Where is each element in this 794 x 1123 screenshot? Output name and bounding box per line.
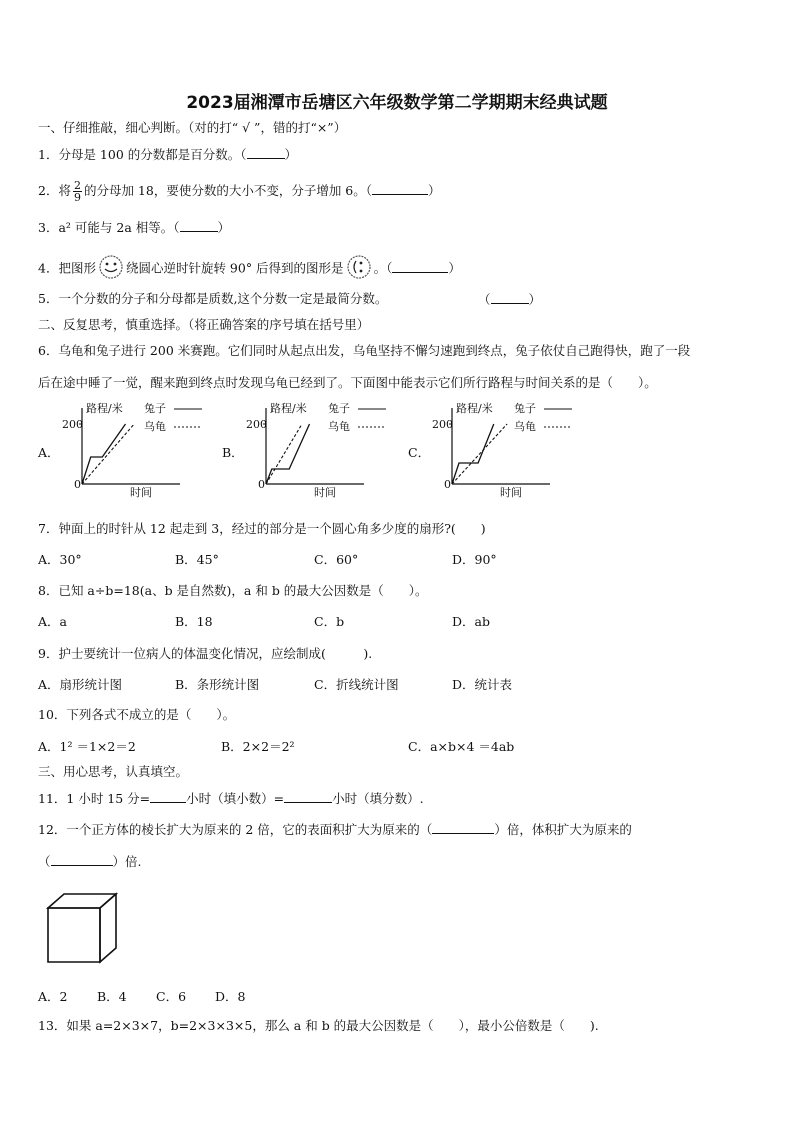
graph-option-c[interactable]: C． [408,445,431,460]
legend-turtle: 乌龟 [144,420,166,433]
question-3: 3．a² 可能与 2a 相等。（ ） [38,220,231,235]
y-axis-label: 路程/米 [456,402,493,415]
y-tick-200: 200 [62,418,83,431]
origin-label: 0 [258,478,265,491]
cube-figure [44,890,124,972]
option-a[interactable]: A．扇形统计图 [38,677,123,692]
question-11: 11．1 小时 15 分= 小时（填小数）= 小时（填分数）. [38,791,424,806]
option-c[interactable]: C．b [314,614,345,629]
legend-turtle: 乌龟 [514,420,536,433]
answer-blank-decimal[interactable] [150,790,186,803]
answer-blank[interactable] [491,291,529,304]
option-c[interactable]: C．6 [156,989,187,1004]
option-c[interactable]: C．a×b×4 ＝4ab [408,739,515,754]
question-13: 13．如果 a=2×3×7，b=2×3×3×5，那么 a 和 b 的最大公因数是（ ），最小公倍数是（ ). [38,1018,599,1033]
option-a[interactable]: A．1² ＝1×2＝2 [38,739,136,754]
turtle-line [82,424,134,484]
question-5: 5．一个分数的分子和分母都是质数,这个分数一定是最简分数。 [38,291,388,306]
section-heading-1: 一、仔细推敲，细心判断。（对的打“ √ ”，错的打“×”） [38,120,347,135]
question-6-line-2: 后在途中睡了一觉，醒来跑到终点时发现乌龟已经到了。下面图中能表示它们所行路程与时间关系的是（ ）。 [38,375,657,390]
legend-rabbit: 兔子 [514,402,536,415]
option-b[interactable]: B．条形统计图 [175,677,260,692]
option-c[interactable]: C．60° [314,552,359,567]
question-6-line-1: 6．乌龟和兔子进行 200 米赛跑。它们同时从起点出发，乌龟坚持不懈匀速跑到终点，兔子依仗自己跑得快，跑了一段 [38,343,691,358]
option-b[interactable]: B．4 [97,989,127,1004]
legend-turtle: 乌龟 [328,420,350,433]
distance-time-graph [62,400,212,504]
question-12-line-2: （ ）倍. [38,854,142,869]
answer-blank-fraction[interactable] [284,790,332,803]
graph-option-a[interactable]: A． [38,445,60,460]
x-axis-label: 时间 [314,486,336,499]
origin-label: 0 [74,478,81,491]
distance-time-graph [246,400,396,504]
rabbit-line [266,424,310,484]
question-4: 4．把图形 绕圆心逆时针旋转 90° 后得到的图形是 。（ ） [38,255,461,283]
rotated-face-icon [344,255,374,283]
distance-time-graph [432,400,582,504]
answer-blank[interactable] [180,219,218,232]
section-heading-2: 二、反复思考，慎重选择。（将正确答案的序号填在括号里） [38,317,370,332]
question-10: 10．下列各式不成立的是（ ）。 [38,707,236,722]
graph-option-b[interactable]: B． [222,445,244,460]
option-a[interactable]: A．2 [38,989,68,1004]
x-axis-label: 时间 [500,486,522,499]
option-b[interactable]: B．2×2＝2² [221,739,295,754]
answer-blank[interactable] [372,182,428,195]
option-c[interactable]: C．折线统计图 [314,677,399,692]
rabbit-line [452,424,494,484]
question-1: 1．分母是 100 的分数都是百分数。（ ） [38,147,298,162]
answer-blank-surface[interactable] [432,821,494,834]
question-2: 2．将 $\frac{2}{9}$ 的分母加 18，要使分数的大小不变，分子增加 6。（ ） [38,179,441,204]
legend-rabbit: 兔子 [144,402,166,415]
question-9: 9．护士要统计一位病人的体温变化情况，应绘制成( ). [38,646,373,661]
answer-blank-volume[interactable] [51,853,113,866]
smiley-face-icon [96,255,126,283]
option-d[interactable]: D．90° [452,552,497,567]
question-7: 7．钟面上的时针从 12 起走到 3，经过的部分是一个圆心角多少度的扇形?( ) [38,521,486,536]
answer-blank[interactable] [247,146,285,159]
fraction: $\frac{2}{9}$ [73,179,81,204]
y-tick-200: 200 [432,418,453,431]
option-d[interactable]: D．8 [215,989,246,1004]
question-1-text: 1．分母是 100 的分数都是百分数。（ [38,147,247,162]
answer-blank[interactable] [392,260,448,273]
page-title: 2023届湘潭市岳塘区六年级数学第二学期期末经典试题 [186,93,608,113]
option-a[interactable]: A．30° [38,552,82,567]
question-12-line-1: 12．一个正方体的棱长扩大为原来的 2 倍，它的表面积扩大为原来的（ ）倍，体积扩大为原来的 [38,822,632,837]
option-b[interactable]: B．45° [175,552,219,567]
y-axis-label: 路程/米 [270,402,307,415]
turtle-line [452,424,507,484]
legend-rabbit: 兔子 [328,402,350,415]
question-8: 8．已知 a÷b=18(a、b 是自然数)，a 和 b 的最大公因数是（ ）。 [38,583,428,598]
question-5-bracket: （ ） [478,292,542,307]
y-axis-label: 路程/米 [86,402,123,415]
option-a[interactable]: A．a [38,614,67,629]
option-b[interactable]: B．18 [175,614,213,629]
option-d[interactable]: D．统计表 [452,677,513,692]
origin-label: 0 [444,478,451,491]
x-axis-label: 时间 [130,486,152,499]
section-heading-3: 三、用心思考，认真填空。 [38,764,189,779]
rabbit-line [82,424,126,484]
y-tick-200: 200 [246,418,267,431]
option-d[interactable]: D．ab [452,614,490,629]
